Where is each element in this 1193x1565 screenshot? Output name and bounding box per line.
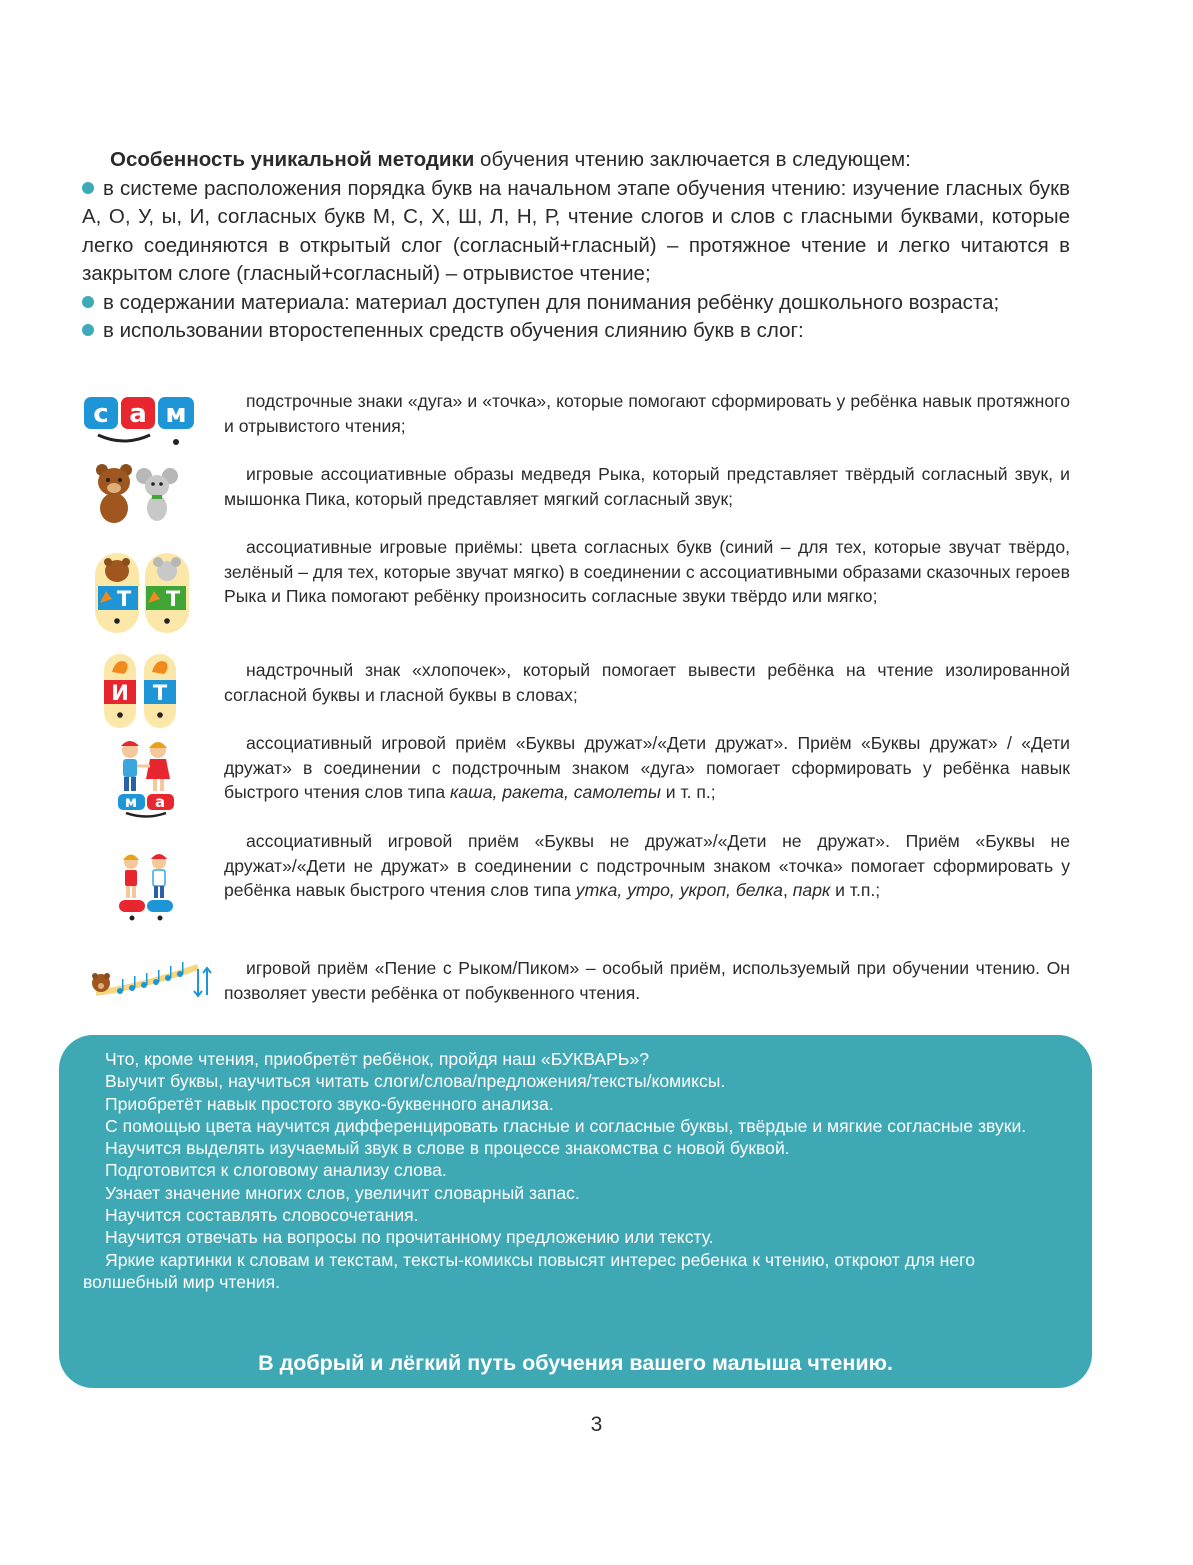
method-friends: ассоциативный игровой приём «Буквы дружат»/«Дети дружат». Приём «Буквы дружат» / «Дети дружат» в соединении с подстрочным знаком «дуга» помогает сформировать у ребёнка навык быстрого чтения слов типа каша, ракета, самолеты и т. п.; (224, 733, 1070, 802)
bear-and-mouse-icon (90, 462, 186, 524)
benefit-line: Научится выделять изучаемый звук в слове в процессе знакомства с новой буквой. (105, 1138, 790, 1159)
method-arc-dot: подстрочные знаки «дуга» и «точка», которые помогают сформировать у ребёнка навык протяжного и отрывистого чтения; (224, 391, 1070, 436)
benefit-line: Узнает значение многих слов, увеличит словарный запас. (105, 1182, 580, 1203)
method-colors: ассоциативные игровые приёмы: цвета согласных букв (синий – для тех, которые звучат твёрдо, зелёный – для тех, которые звучат мягко) в соединении с ассоциативными образами сказочных героев Рыка и Пика помогают ребёнку произносить согласные звуки твёрдо или мягко; (224, 537, 1070, 606)
benefit-line: Научится составлять словосочетания. (105, 1205, 419, 1226)
intro-lead-bold: Особенность уникальной методики (110, 148, 475, 171)
benefit-line: Подготовится к слоговому анализу слова. (105, 1160, 447, 1181)
children-apart-icon (117, 852, 175, 922)
letter-m: м (165, 399, 187, 429)
benefit-line: Что, кроме чтения, приобретёт ребёнок, пройдя наш «БУКВАРЬ»? (105, 1049, 650, 1069)
benefit-line: Выучит буквы, научиться читать слоги/слова/предложения/тексты/комиксы. (105, 1071, 726, 1092)
benefit-line: Приобретёт навык простого звуко-буквенного анализа. (105, 1093, 554, 1114)
closing-wish: В добрый и лёгкий путь обучения вашего малыша чтению. (258, 1351, 893, 1375)
intro-section (82, 146, 1070, 346)
benefit-line: Яркие картинки к словам и текстам, тексты-комиксы повысят интерес ребенка к чтению, откроют для него волшебный мир чтения. (83, 1249, 975, 1292)
letter-a: а (129, 399, 147, 429)
benefits-panel (59, 1035, 1092, 1388)
intro-lead (82, 146, 1070, 175)
letter-i: И (111, 681, 129, 705)
bullet-text: в системе расположения порядка букв на начальном этапе обучения чтению: изучение гласных букв А, О, У, ы, И, согласных букв М, С, Х, Ш, Л, Н, Р, чтение слогов и слов с гласными буквами, которые легко соединяются в открытый слог (согласный+гласный) – протяжное чтение и легко читаются в закрытом слоге (гласный+согласный) – отрывистое чтение; (82, 176, 1070, 285)
syllable-sam-icon (84, 397, 196, 447)
benefits-list (83, 1048, 1073, 1293)
bullet-text: в содержании материала: материал доступен для понимания ребёнку дошкольного возраста; (103, 290, 1000, 314)
singing-notes-icon (90, 957, 214, 999)
bullet-item (82, 175, 1070, 289)
method-not-friends: ассоциативный игровой приём «Буквы не дружат»/«Дети не дружат». Приём «Буквы не дружат»/«Дети не дружат» в соединении с подстрочным знаком «точка» помогает сформировать у ребёнка навык быстрого чтения слов типа утка, утро, укроп, белка, парк и т.п.; (224, 831, 1070, 900)
page-number: 3 (590, 1413, 603, 1436)
benefit-line: С помощью цвета научится дифференцировать гласные и согласные буквы, твёрдые и мягкие согласные звуки. (105, 1115, 1027, 1136)
bullet-dot-icon (82, 182, 94, 194)
bullet-dot-icon (82, 296, 94, 308)
method-clap: надстрочный знак «хлопочек», который помогает вывести ребёнка на чтение изолированной согласной буквы и гласной буквы в словах; (224, 660, 1070, 705)
children-friends-icon (114, 740, 178, 818)
bullet-dot-icon (82, 324, 94, 336)
bullet-item (82, 317, 1070, 346)
letter-t: Т (152, 681, 168, 705)
intro-lead-rest: обучения чтению заключается в следующем: (474, 148, 911, 171)
bullet-text: в использовании второстепенных средств обучения слиянию букв в слог: (103, 319, 804, 342)
hard-soft-t-icon (94, 549, 190, 635)
method-singing: игровой приём «Пение с Рыком/Пиком» – особый приём, используемый при обучении чтению. Он позволяет увести ребёнка от побуквенного чтения. (224, 958, 1070, 1003)
method-bear-mouse: игровые ассоциативные образы медведя Рыка, который представляет твёрдый согласный звук, и мышонка Пика, который представляет мягкий согласный звук; (224, 464, 1070, 509)
letter-t-hard: Т (116, 587, 132, 611)
letter-s: с (93, 399, 109, 429)
clap-it-icon (103, 652, 179, 730)
letter-t-soft: Т (165, 587, 181, 611)
letter-a-small: а (154, 793, 166, 811)
benefit-line: Научится отвечать на вопросы по прочитанному предложению или тексту. (105, 1227, 714, 1248)
bullet-item (82, 289, 1070, 318)
letter-m-small: м (124, 793, 138, 811)
